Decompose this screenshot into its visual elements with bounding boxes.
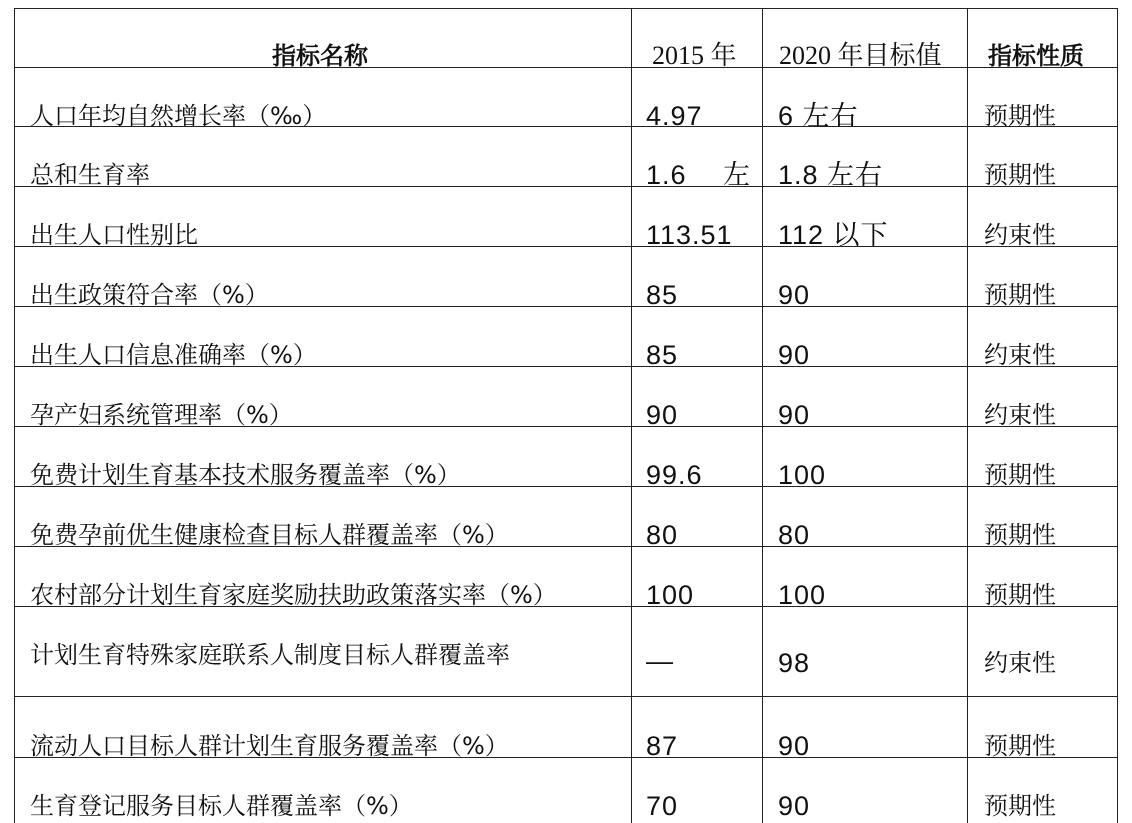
table-row-nature: 预期性: [984, 581, 1056, 609]
header-2015: 2015 年: [652, 41, 737, 70]
table-row-name: 出生人口性别比: [30, 221, 198, 249]
table-row-2015: 70: [646, 791, 679, 821]
table-row-2020: 100: [778, 580, 827, 610]
table-row-name: 免费计划生育基本技术服务覆盖率（%）: [30, 461, 461, 489]
table-row-nature: 约束性: [984, 341, 1056, 369]
table-row-nature: 预期性: [984, 281, 1056, 309]
table-row-2020: 98: [778, 648, 811, 678]
table-row-2015: 99.6: [646, 460, 703, 490]
table-row-2020: 90: [778, 791, 811, 821]
table-row-nature: 预期性: [984, 521, 1056, 549]
table-row-nature: 预期性: [984, 461, 1056, 489]
row-divider: [14, 696, 1118, 697]
table-row-2020: 90: [778, 400, 811, 430]
table-row-2015: 85: [646, 280, 679, 310]
table-row-nature: 预期性: [984, 102, 1056, 130]
table-row-2015: 90: [646, 400, 679, 430]
row-divider: [14, 186, 1118, 187]
table-row-2020: 90: [778, 340, 811, 370]
table-row-2015: 80: [646, 520, 679, 550]
header-indicator-nature: 指标性质: [988, 42, 1084, 70]
table-row-2015: 1.6 左: [646, 160, 752, 190]
table-row-name: 流动人口目标人群计划生育服务覆盖率（%）: [30, 732, 509, 760]
table-row-2015: 85: [646, 340, 679, 370]
table-row-2015: 100: [646, 580, 695, 610]
column-divider: [762, 8, 763, 823]
table-row-2020: 112 以下: [778, 220, 889, 250]
table-row-name: 出生政策符合率（%）: [30, 281, 269, 309]
table-row-name: 免费孕前优生健康检查目标人群覆盖率（%）: [30, 521, 509, 549]
table-row-name: 总和生育率: [30, 161, 150, 189]
table-row-2015: 113.51: [646, 220, 733, 250]
table-row-name: 农村部分计划生育家庭奖励扶助政策落实率（%）: [30, 581, 557, 609]
table-row-nature: 预期性: [984, 161, 1056, 189]
table-row-2020: 80: [778, 520, 811, 550]
table-row-name: 生育登记服务目标人群覆盖率（%）: [30, 792, 413, 820]
table-row-2015: 4.97: [646, 101, 703, 131]
header-indicator-name: 指标名称: [272, 42, 368, 70]
table-row-nature: 约束性: [984, 649, 1056, 677]
column-divider: [631, 8, 632, 823]
table-row-2020: 90: [778, 280, 811, 310]
table-border-left: [14, 8, 15, 823]
table-row-2020: 90: [778, 731, 811, 761]
table-row-2015: 87: [646, 731, 679, 761]
table-row-nature: 预期性: [984, 792, 1056, 820]
table-border-right: [1117, 8, 1118, 823]
table-row-name: 孕产妇系统管理率（%）: [30, 401, 293, 429]
table-row-nature: 约束性: [984, 401, 1056, 429]
table-row-nature: 约束性: [984, 221, 1056, 249]
row-divider: [14, 67, 1118, 68]
table-row-2015: —: [646, 646, 674, 676]
table-row-nature: 预期性: [984, 732, 1056, 760]
column-divider: [967, 8, 968, 823]
table-row-2020: 6 左右: [778, 101, 859, 131]
table-row-2020: 1.8 左右: [778, 160, 884, 190]
table-row-name: 出生人口信息准确率（%）: [30, 341, 317, 369]
table-row-name: 计划生育特殊家庭联系人制度目标人群覆盖率: [30, 641, 510, 669]
header-2020-target: 2020 年目标值: [779, 41, 942, 70]
table-row-2020: 100: [778, 460, 827, 490]
table-row-name: 人口年均自然增长率（‰）: [30, 102, 327, 130]
table-border-top: [14, 8, 1118, 9]
